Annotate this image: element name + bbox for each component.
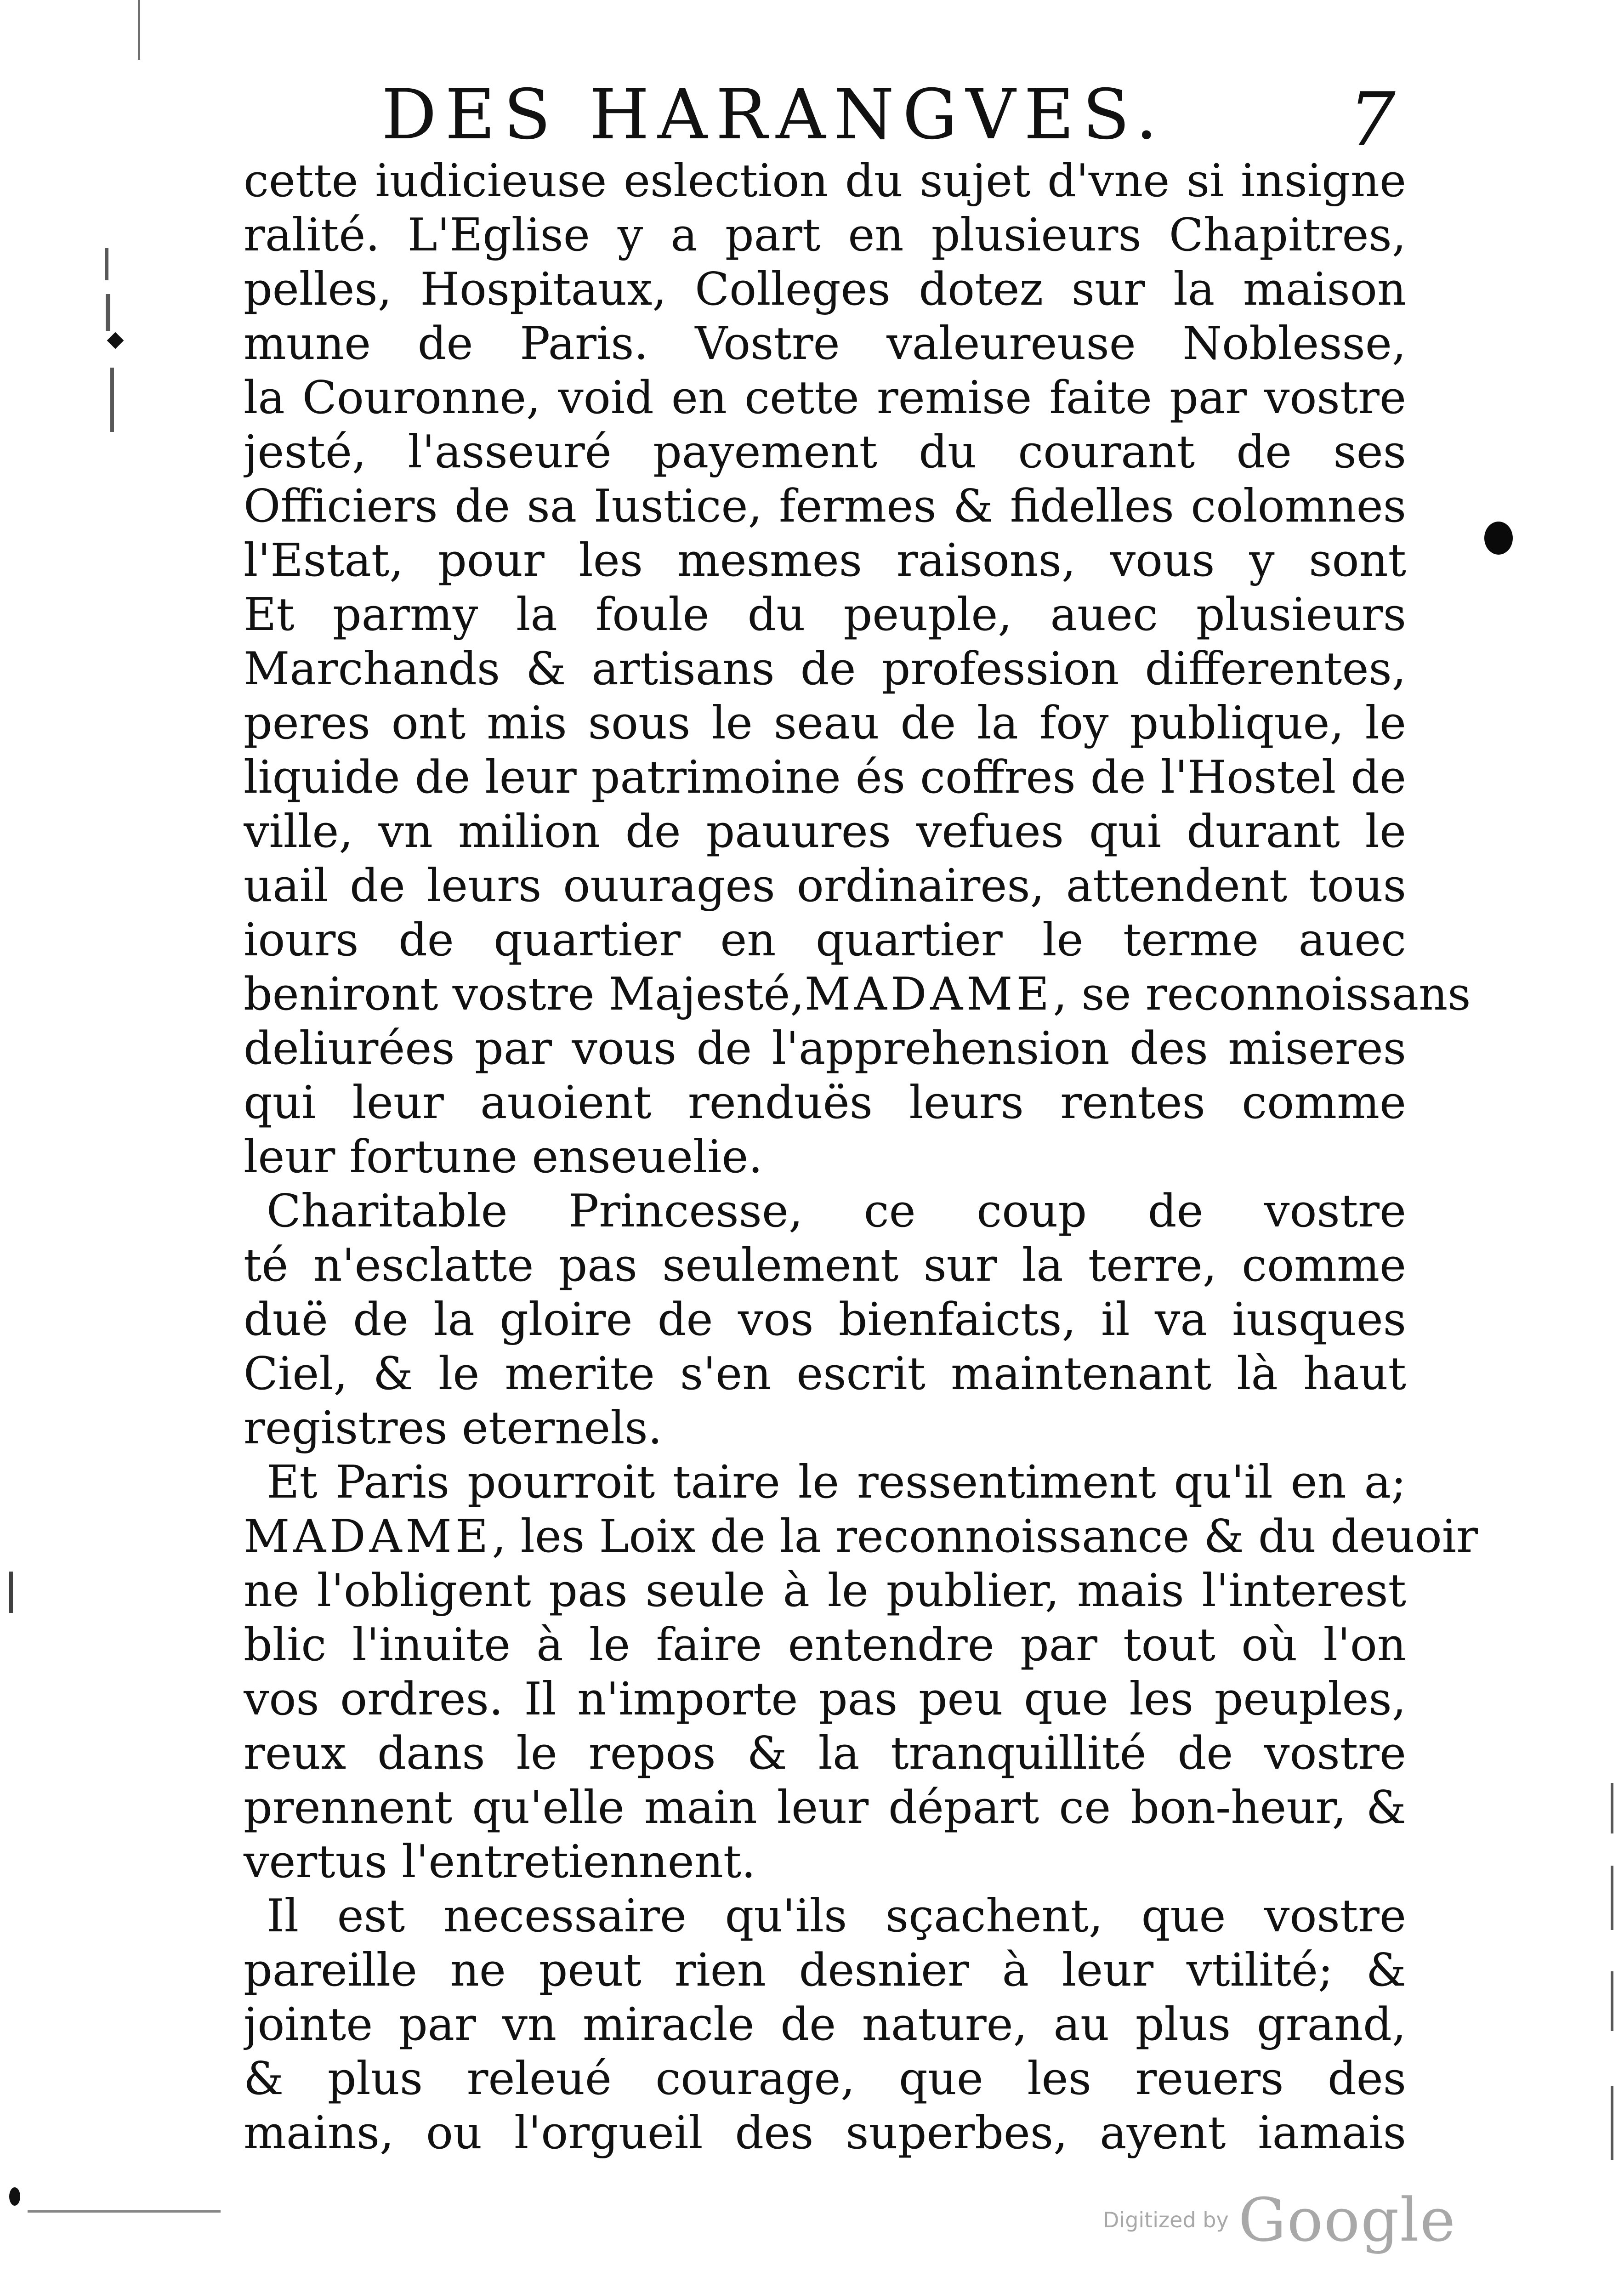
text-line: iours de quartier en quartier le terme auec <box>244 914 1406 966</box>
text-line: reux dans le repos & la tranquillité de vostre <box>244 1727 1406 1780</box>
text-line: té n'esclatte pas seulement sur la terre, comme <box>244 1239 1406 1292</box>
small-caps-word: MADAME <box>804 968 1053 1021</box>
text-line: pareille ne peut rien desnier à leur vtilité; & <box>244 1944 1406 1997</box>
text-line: la Couronne, void en cette remise faite par vostre <box>244 372 1406 424</box>
text-line: uail de leurs ouurages ordinaires, attendent tous <box>244 860 1406 912</box>
text-fragment: , les Loix de la reconnoissance & du deuoir <box>492 1510 1478 1563</box>
margin-mark <box>9 1572 13 1613</box>
page-number: 7 <box>1349 76 1396 162</box>
margin-mark <box>1611 1866 1613 1930</box>
page-header <box>244 69 1415 161</box>
text-line: registres eternels. <box>244 1402 662 1454</box>
text-line: Officiers de sa Iustice, fermes & fidelles colomnes <box>244 480 1406 533</box>
text-line: peres ont mis sous le seau de la foy publique, le <box>244 697 1406 749</box>
text-line: qui leur auoient renduës leurs rentes comme <box>244 1077 1406 1129</box>
running-title: DES HARANGVES. <box>381 75 1166 155</box>
text-line: & plus releué courage, que les reuers des <box>244 2053 1406 2105</box>
text-line: ville, vn milion de pauures vefues qui durant le <box>244 806 1406 858</box>
text-line <box>244 1510 1478 1564</box>
digitized-by-watermark <box>1103 2185 1456 2254</box>
margin-mark <box>110 368 114 432</box>
text-line: ralité. L'Eglise y a part en plusieurs Chapitres, <box>244 209 1406 261</box>
margin-mark <box>105 248 108 280</box>
margin-mark <box>1611 2086 1613 2160</box>
text-line: liquide de leur patrimoine és coffres de l'Hostel de <box>244 751 1406 804</box>
text-line: jointe par vn miracle de nature, au plus grand, <box>244 1998 1406 2051</box>
body-text <box>244 154 1478 2160</box>
text-line: mune de Paris. Vostre valeureuse Noblesse, <box>244 318 1406 370</box>
text-line: cette iudicieuse eslection du sujet d'vne si insigne <box>244 155 1406 207</box>
text-line: Il est necessaire qu'ils sçachent, que vostre <box>267 1890 1406 1942</box>
text-line: vertus l'entretiennent. <box>244 1836 756 1888</box>
margin-mark <box>106 294 110 331</box>
ink-blot <box>1484 522 1513 555</box>
text-line: prennent qu'elle main leur départ ce bon-heur, & <box>244 1782 1406 1834</box>
text-line: Ciel, & le merite s'en escrit maintenant là haut <box>244 1348 1406 1400</box>
text-line <box>244 967 1471 1022</box>
text-line: Et parmy la foule du peuple, auec plusieurs <box>244 589 1406 641</box>
text-line: jesté, l'asseuré payement du courant de ses <box>244 426 1406 478</box>
text-line: deliurées par vous de l'apprehension des miseres <box>244 1022 1406 1075</box>
small-caps-word: MADAME <box>244 1510 492 1563</box>
text-line: Et Paris pourroit taire le ressentiment qu'il en a; <box>267 1456 1406 1509</box>
digitized-by-label: Digitized by <box>1103 2208 1229 2232</box>
text-line: blic l'inuite à le faire entendre par tout où l'on <box>244 1619 1406 1671</box>
margin-mark <box>1611 1971 1613 2031</box>
bottom-edge-line <box>28 2210 221 2213</box>
text-fragment: beniront vostre Majesté, <box>244 968 805 1021</box>
text-line: Charitable Princesse, ce coup de vostre <box>267 1185 1406 1237</box>
text-line: duë de la gloire de vos bienfaicts, il va iusques <box>244 1294 1406 1346</box>
text-line: ne l'obligent pas seule à le publier, mais l'interest <box>244 1565 1406 1617</box>
text-fragment: , se reconnoissans <box>1053 968 1471 1021</box>
google-logo: Google <box>1238 2185 1456 2255</box>
text-line: mains, ou l'orgueil des superbes, ayent iamais <box>244 2107 1406 2159</box>
text-line: leur fortune enseuelie. <box>244 1131 763 1183</box>
text-line: pelles, Hospitaux, Colleges dotez sur la maison <box>244 263 1406 316</box>
margin-mark <box>138 0 140 60</box>
text-line: vos ordres. Il n'importe pas peu que les peuples, <box>244 1673 1406 1725</box>
margin-mark <box>107 332 124 349</box>
margin-mark <box>1611 1783 1613 1833</box>
text-line: Marchands & artisans de profession differentes, <box>244 643 1406 695</box>
text-line: l'Estat, pour les mesmes raisons, vous y sont <box>244 534 1406 587</box>
margin-mark <box>9 2187 20 2206</box>
